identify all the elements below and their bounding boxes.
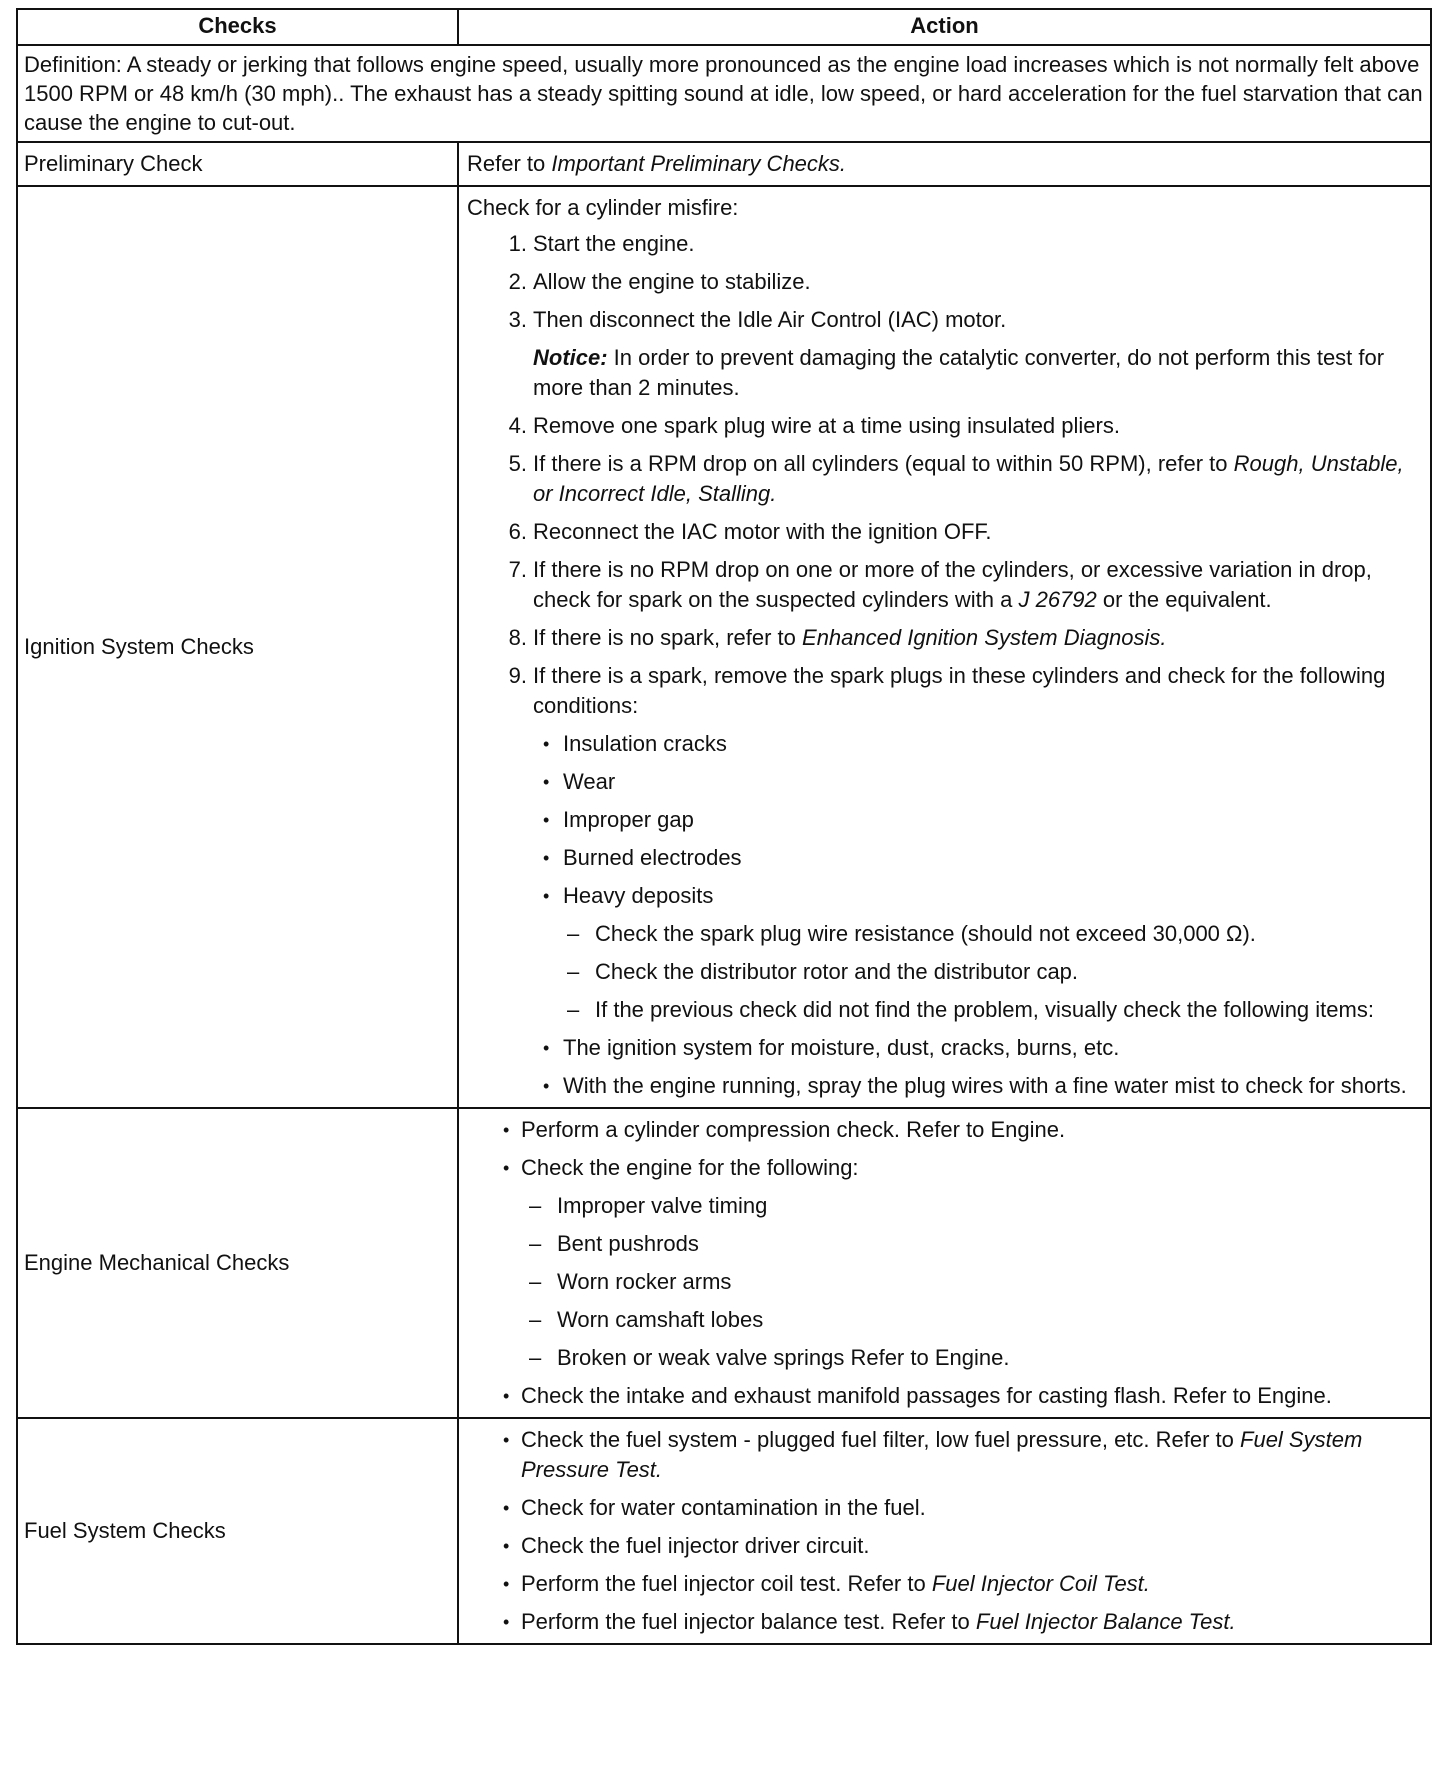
step-text: If there is no RPM drop on one or more of the cylinders, or excessive variation in drop, check for spark on the suspected cylinders with a [533,557,1372,612]
list-item [467,555,1422,615]
list-item [467,623,1422,653]
item-text: Perform the fuel injector balance test. Refer to [521,1609,976,1634]
condition-item: • Insulation cracks [467,729,1422,759]
list-item: • Check the fuel injector driver circuit. [467,1531,1422,1561]
step-number: 7. [508,557,527,582]
notice-text: In order to prevent damaging the catalytic converter, do not perform this test for more than 2 minutes. [533,345,1385,400]
engine-item: – Worn camshaft lobes [467,1305,1422,1335]
fuel-label: Fuel System Checks [17,1418,458,1644]
sub-check-item: – If the previous check did not find the problem, visually check the following items: [467,995,1422,1025]
list-item [467,449,1422,509]
engine-item: – Improper valve timing [467,1191,1422,1221]
list-item [467,411,1422,441]
table-row-fuel [17,1418,1431,1644]
mechanical-action [458,1108,1431,1418]
step-number: 1. [508,231,527,256]
sub-check-item: – Check the spark plug wire resistance (should not exceed 30,000 Ω). [467,919,1422,949]
table-row-mechanical [17,1108,1431,1418]
step-link[interactable]: Enhanced Ignition System Diagnosis. [802,625,1167,650]
table-header-row [17,9,1431,45]
condition-item: • Heavy deposits [467,881,1422,911]
list-item: • Check for water contamination in the fuel. [467,1493,1422,1523]
step-text: If there is a spark, remove the spark plugs in these cylinders and check for the following conditions: [533,663,1386,718]
step-number: 9. [508,663,527,688]
step-number: 2. [508,269,527,294]
table-row-ignition [17,186,1431,1108]
list-item [467,267,1422,297]
notice [467,343,1422,403]
engine-item: – Worn rocker arms [467,1267,1422,1297]
step-text: Allow the engine to stabilize. [533,269,811,294]
step-text: Then disconnect the Idle Air Control (IAC) motor. [533,307,1007,332]
preliminary-prefix: Refer to [467,151,552,176]
engine-item: – Broken or weak valve springs Refer to Engine. [467,1343,1422,1373]
list-item [467,229,1422,259]
list-item: • Perform a cylinder compression check. Refer to Engine. [467,1115,1422,1145]
step-number: 4. [508,413,527,438]
step-number: 3. [508,307,527,332]
list-item [467,661,1422,721]
list-item [467,1607,1422,1637]
visual-check-item: • The ignition system for moisture, dust, cracks, burns, etc. [467,1033,1422,1063]
header-action: Action [458,9,1431,45]
definition-row [17,45,1431,142]
step-text: If there is a RPM drop on all cylinders (equal to within 50 RPM), refer to [533,451,1234,476]
condition-item: • Burned electrodes [467,843,1422,873]
condition-item: • Improper gap [467,805,1422,835]
step-text: Reconnect the IAC motor with the ignition OFF. [533,519,992,544]
diagnostic-document [16,8,1430,1645]
preliminary-label: Preliminary Check [17,142,458,186]
visual-check-item: • With the engine running, spray the plug wires with a fine water mist to check for shorts. [467,1071,1422,1101]
list-item [467,517,1422,547]
fuel-action [458,1418,1431,1644]
ignition-label: Ignition System Checks [17,186,458,1108]
tool-number: J 26792 [1018,587,1097,612]
list-item: • Check the engine for the following: [467,1153,1422,1183]
item-text: Perform the fuel injector coil test. Refer to [521,1571,932,1596]
condition-item: • Wear [467,767,1422,797]
step-text: Start the engine. [533,231,695,256]
sub-check-item: – Check the distributor rotor and the distributor cap. [467,957,1422,987]
item-link[interactable]: Fuel Injector Coil Test. [931,1571,1150,1596]
engine-item: – Bent pushrods [467,1229,1422,1259]
step-number: 6. [508,519,527,544]
step-link[interactable]: Rough, Unstable, or Incorrect Idle, Stalling. [533,451,1404,506]
step-number: 8. [508,625,527,650]
list-item: • Check the intake and exhaust manifold passages for casting flash. Refer to Engine. [467,1381,1422,1411]
preliminary-action [458,142,1431,186]
mechanical-label: Engine Mechanical Checks [17,1108,458,1418]
list-item [467,1425,1422,1485]
ignition-action [458,186,1431,1108]
ignition-intro: Check for a cylinder misfire: [467,195,739,220]
list-item [467,1569,1422,1599]
item-text: Check the fuel system - plugged fuel filter, low fuel pressure, etc. Refer to [521,1427,1241,1452]
preliminary-link[interactable]: Important Preliminary Checks. [551,151,847,176]
header-checks: Checks [17,9,458,45]
notice-label: Notice: [533,345,608,370]
step-text-end: or the equivalent. [1096,587,1272,612]
table-row-preliminary [17,142,1431,186]
definition-text: Definition: A steady or jerking that follows engine speed, usually more pronounced as the engine load increases which is not normally felt above 1500 RPM or 48 km/h (30 mph).. The exhaust has a steady spitting sound at idle, low speed, or hard acceleration for the fuel starvation that can cause the engine to cut-out. [17,45,1431,142]
step-text: Remove one spark plug wire at a time using insulated pliers. [533,413,1120,438]
step-text: If there is no spark, refer to [533,625,803,650]
item-link[interactable]: Fuel System Pressure Test. [521,1427,1363,1482]
item-link[interactable]: Fuel Injector Balance Test. [975,1609,1236,1634]
step-number: 5. [508,451,527,476]
list-item [467,305,1422,335]
diagnostic-table [16,8,1432,1645]
